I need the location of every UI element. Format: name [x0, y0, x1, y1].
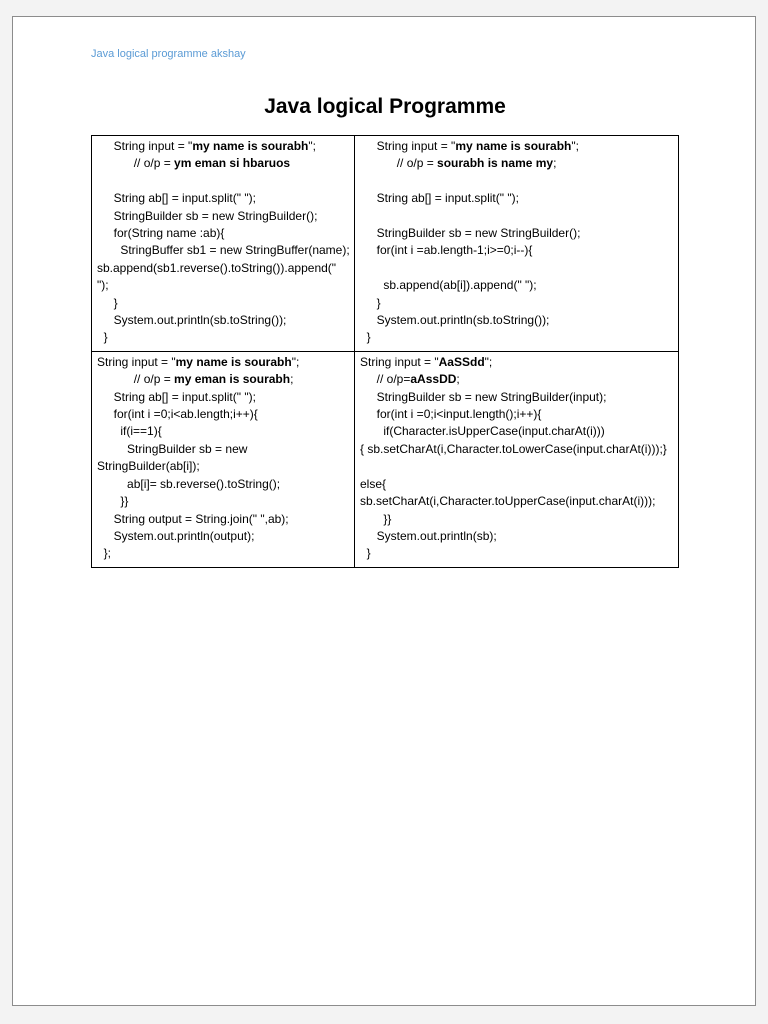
code-line [97, 493, 350, 510]
code-line [97, 389, 350, 406]
code-text: for(int i =0;i<input.length();i++){ [360, 407, 542, 422]
code-line [97, 295, 350, 312]
code-text: StringBuilder sb = new StringBuilder(); [97, 208, 318, 223]
code-line [97, 511, 350, 528]
code-text: "; [291, 354, 300, 369]
code-line [360, 458, 674, 475]
code-text: } [97, 295, 118, 310]
code-text: String input = " [360, 354, 439, 369]
code-line [360, 441, 674, 458]
code-line [360, 225, 674, 242]
code-text-bold: ym eman si hbaruos [174, 156, 291, 171]
code-line [97, 208, 350, 225]
code-text: String input = " [97, 139, 193, 153]
code-text: String input = " [360, 139, 456, 153]
code-line [97, 173, 350, 190]
code-line [360, 354, 674, 371]
code-line [360, 190, 674, 207]
code-line [97, 423, 350, 440]
code-text: sb.append(ab[i]).append(" "); [360, 278, 537, 293]
code-table [91, 135, 679, 568]
code-text: String ab[] = input.split(" "); [360, 191, 519, 206]
code-text: ; [456, 372, 460, 387]
code-text: } [97, 330, 108, 345]
code-line [360, 312, 674, 329]
code-text: { sb.setCharAt(i,Character.toLowerCase(input.charAt(i)));} [360, 441, 667, 456]
code-text: for(int i =0;i<ab.length;i++){ [97, 407, 258, 422]
code-text: "; [571, 139, 579, 153]
code-text: System.out.println(sb); [360, 528, 497, 543]
code-line [360, 406, 674, 423]
code-text-bold: my eman is sourabh [174, 372, 291, 387]
code-text: ; [553, 156, 557, 171]
code-text-bold: my name is sourabh [192, 139, 309, 153]
code-text: } [360, 546, 371, 561]
code-text: }} [97, 494, 129, 509]
code-text: String output = String.join(" ",ab); [97, 511, 289, 526]
code-line [360, 173, 674, 190]
code-line [360, 260, 674, 277]
code-text: System.out.println(output); [97, 528, 255, 543]
code-line [97, 260, 350, 295]
code-cell-reverse-words [92, 136, 355, 352]
code-line [360, 476, 674, 511]
code-cell-toggle-case [355, 351, 679, 567]
code-text: String input = " [97, 354, 176, 369]
code-line [360, 208, 674, 225]
code-text: } [360, 330, 371, 345]
code-text: if(Character.isUpperCase(input.charAt(i))) [360, 424, 605, 439]
code-text: "; [484, 354, 493, 369]
code-text: System.out.println(sb.toString()); [97, 313, 287, 328]
code-text-bold: my name is sourabh [175, 354, 292, 369]
code-line [360, 155, 674, 172]
code-line [360, 511, 674, 528]
code-text: "; [308, 139, 316, 153]
code-line [97, 441, 350, 476]
code-line [360, 295, 674, 312]
table-row [92, 351, 679, 567]
code-text: String ab[] = input.split(" "); [97, 389, 256, 404]
code-line [360, 242, 674, 259]
code-line [97, 138, 350, 155]
code-line [97, 312, 350, 329]
code-text-bold: sourabh is name my [437, 156, 554, 171]
code-line [97, 371, 350, 388]
code-line [97, 242, 350, 259]
code-cell-reverse-order [355, 136, 679, 352]
code-line [97, 225, 350, 242]
page-title: Java logical Programme [264, 95, 506, 118]
code-line [97, 476, 350, 493]
code-line [360, 138, 674, 155]
code-text: StringBuilder sb = new StringBuilder(input); [360, 389, 607, 404]
code-line [360, 545, 674, 562]
code-text: sb.append(sb1.reverse().toString()).append(" "); [97, 260, 340, 293]
code-line [97, 545, 350, 562]
code-line [97, 329, 350, 346]
code-text: for(String name :ab){ [97, 226, 225, 241]
code-line [97, 406, 350, 423]
code-line [360, 423, 674, 440]
code-text: // o/p = [360, 156, 438, 171]
code-text: StringBuilder sb = new StringBuilder(); [360, 226, 581, 240]
code-line [97, 190, 350, 207]
code-line [360, 371, 674, 388]
code-text: // o/p= [360, 372, 411, 387]
code-text: System.out.println(sb.toString()); [360, 313, 550, 328]
code-line [360, 277, 674, 294]
code-line [360, 389, 674, 406]
code-cell-reverse-second-word [92, 351, 355, 567]
document-page [12, 16, 756, 1006]
code-text-bold: aAssDD [410, 372, 457, 387]
code-text: }; [97, 546, 112, 561]
code-line [360, 329, 674, 346]
code-text: }} [360, 511, 392, 526]
code-line [97, 354, 350, 371]
code-text: // o/p = [97, 372, 175, 387]
code-text: // o/p = [97, 156, 175, 171]
code-line [360, 528, 674, 545]
code-line [97, 155, 350, 172]
code-text: ; [290, 372, 294, 387]
code-text: StringBuffer sb1 = new StringBuffer(name); [97, 243, 350, 258]
code-text: else{ sb.setCharAt(i,Character.toUpperCase(input.charAt(i))); [360, 476, 656, 509]
code-text: String ab[] = input.split(" "); [97, 191, 256, 206]
code-text: } [360, 295, 381, 310]
code-text: ab[i]= sb.reverse().toString(); [97, 476, 281, 491]
code-line [97, 528, 350, 545]
code-text: for(int i =ab.length-1;i>=0;i--){ [360, 243, 533, 258]
page-header-text: Java logical programme akshay [91, 48, 246, 60]
code-text-bold: AaSSdd [438, 354, 485, 369]
code-text-bold: my name is sourabh [455, 139, 572, 153]
code-text: if(i==1){ [97, 424, 162, 439]
code-text: StringBuilder sb = new StringBuilder(ab[i]); [97, 441, 251, 474]
table-row [92, 136, 679, 352]
